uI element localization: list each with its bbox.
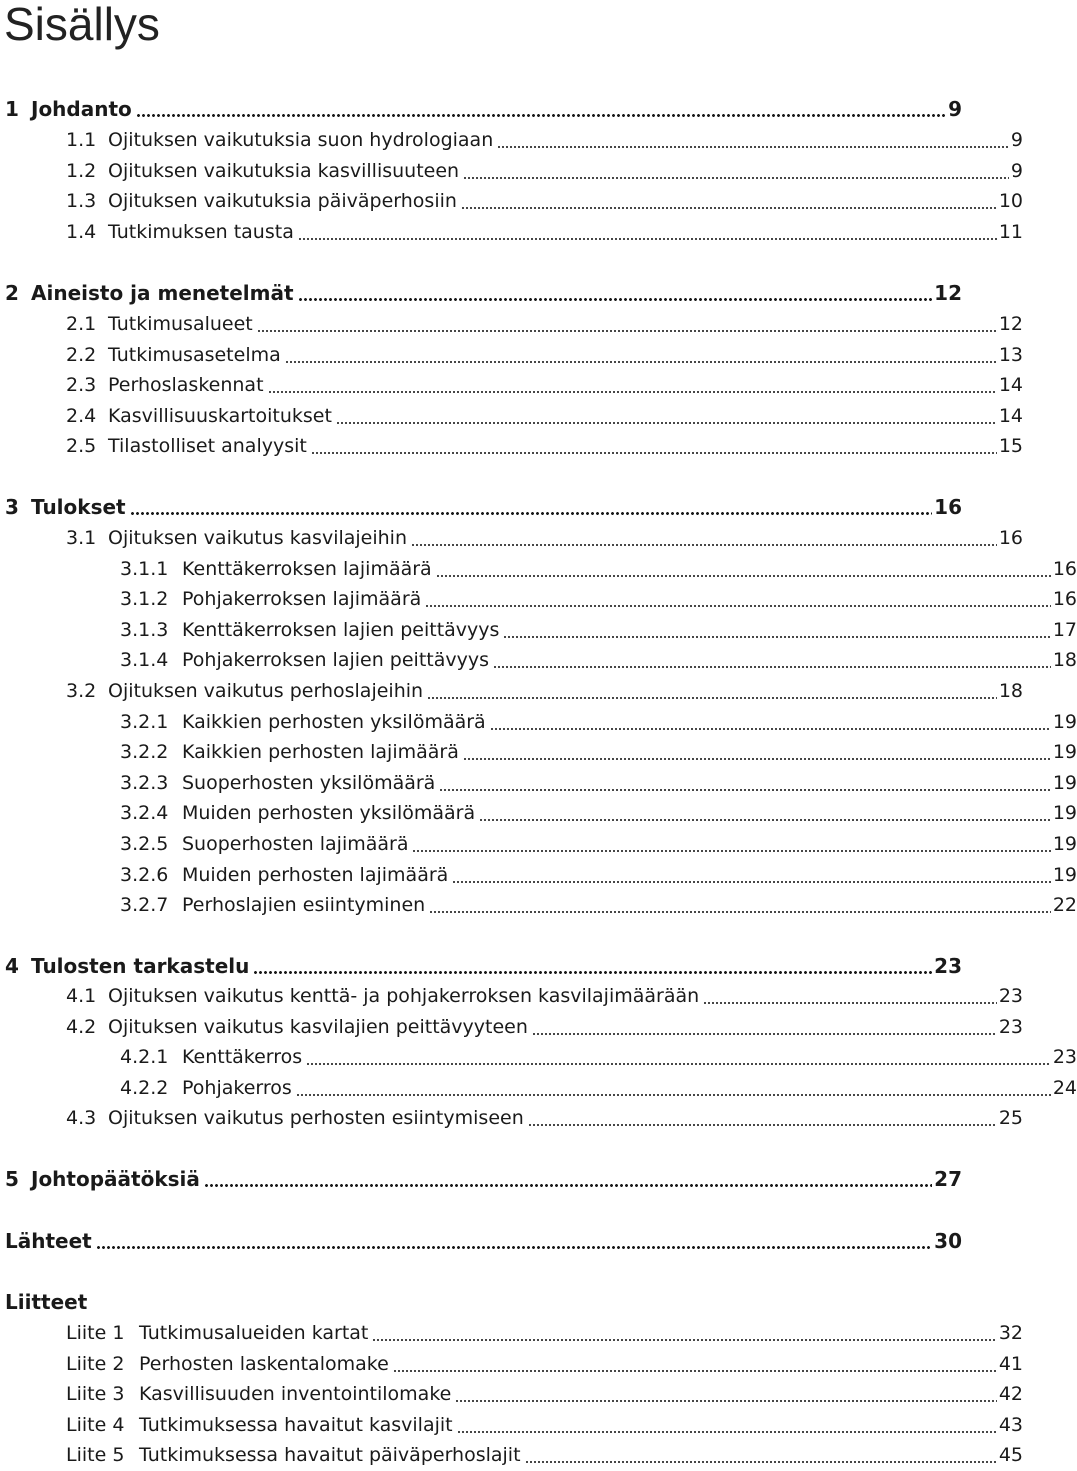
dot-leader [253,953,932,979]
dot-leader [268,372,997,398]
toc-entry-title: Tilastolliset analyysit [108,435,307,458]
toc-entry-page: 19 [1052,833,1077,855]
toc-entry-page: 9 [1010,159,1023,182]
toc-entry-page: 17 [1052,618,1077,641]
dot-leader [285,342,997,368]
dot-leader [532,1014,997,1040]
toc-section[interactable] [0,525,1023,551]
toc-entry-title: Kenttäkerroksen lajien peittävyys [182,618,500,641]
toc-subsection[interactable] [0,739,1077,765]
toc-entry-title: Tulosten tarkastelu [31,954,250,978]
dot-leader [525,1442,997,1468]
toc-entry-title: Ojituksen vaikutus kasvilajien peittävyyteen [108,1015,528,1038]
toc-entry-page: 43 [998,1413,1023,1436]
toc-entry-number: 3.2.5 [120,833,169,855]
toc-entry-number: 3.2.7 [120,894,169,917]
toc-entry-title: Tutkimusalueiden kartat [139,1322,369,1344]
dot-leader [493,647,1051,673]
toc-entry-title: Ojituksen vaikutuksia suon hydrologiaan [108,129,494,151]
toc-entry-page: 23 [998,1015,1023,1038]
toc-section[interactable] [0,433,1023,459]
toc-entry-title: Ojituksen vaikutuksia päiväperhosiin [108,190,457,213]
toc-section[interactable] [0,158,1023,184]
toc-entry-title: Suoperhosten yksilömäärä [182,771,436,794]
toc-subsection[interactable] [0,647,1077,673]
toc-entry-number: 3.1 [66,527,97,549]
toc-entry-title: Ojituksen vaikutus perhosten esiintymiseen [108,1107,524,1130]
toc-entry-number: 2.1 [66,313,97,335]
page-title: Sisällys [4,0,160,50]
toc-entry-number: 3 [5,495,19,519]
toc-entry-number: 4.2.2 [120,1076,169,1099]
toc-entry-number: 3.2.2 [120,741,169,764]
toc-chapter[interactable] [0,494,962,520]
dot-leader [503,617,1050,643]
toc-entry-title: Tutkimusasetelma [108,343,281,366]
dot-leader [703,983,997,1009]
toc-entry-title: Pohjakerroksen lajien peittävyys [182,649,490,672]
toc-entry-number: 2.3 [66,374,97,397]
toc-entry-page: 25 [998,1107,1023,1130]
toc-subsection[interactable] [0,800,1077,826]
toc-entry-number: 5 [5,1167,19,1191]
toc-appendix[interactable] [0,1412,1023,1438]
toc-entry-page: 11 [998,220,1023,243]
toc-entry-number: 3.1.1 [120,557,169,580]
dot-leader [429,892,1051,918]
toc-entry-page: 14 [998,404,1023,427]
toc-entry-title: Johdanto [31,97,132,121]
toc-entry-page: 12 [998,313,1023,335]
toc-entry-title: Pohjakerroksen lajimäärä [182,588,422,611]
dot-leader [436,556,1051,582]
toc-section[interactable] [0,188,1023,214]
toc-entry-number: 1.2 [66,159,97,182]
toc-entry-page: 19 [1052,863,1077,886]
toc-entry-number: 1.4 [66,220,97,243]
toc-entry-title: Ojituksen vaikutus perhoslajeihin [108,680,424,702]
toc-entry-page: 22 [1052,894,1077,917]
toc-entry-number: Liite 3 [66,1383,125,1405]
toc-subsection[interactable] [0,770,1077,796]
toc-section[interactable] [0,983,1023,1009]
dot-leader [427,678,997,704]
toc-subsection[interactable] [0,709,1077,735]
toc-entry-page: 13 [998,343,1023,366]
toc-entry-page: 16 [998,527,1023,549]
toc-chapter[interactable] [0,1166,962,1192]
toc-subsection[interactable] [0,1044,1077,1070]
toc-entry-page: 23 [998,985,1023,1007]
toc-entry-title: Kaikkien perhosten yksilömäärä [182,710,486,733]
dot-leader [336,403,997,429]
toc-section[interactable] [0,342,1023,368]
toc-entry-page: 18 [1052,649,1077,672]
toc-entry-title: Kasvillisuuden inventointilomake [139,1383,452,1405]
toc-entry-title: Tutkimuksen tausta [108,220,294,243]
toc-entry-title: Kaikkien perhosten lajimäärä [182,741,459,764]
toc-entry-number: 4.2 [66,1015,97,1038]
toc-entry-number: 4.3 [66,1107,97,1130]
dot-leader [497,127,1009,153]
toc-entry-page: 45 [998,1444,1023,1466]
dot-leader [393,1351,997,1377]
toc-entry-title: Aineisto ja menetelmät [31,281,294,305]
toc-entry-title: Tulokset [31,495,126,519]
toc-subsection[interactable] [0,617,1077,643]
toc-appendix[interactable] [0,1351,1023,1377]
toc-entry-number: Liite 1 [66,1322,125,1344]
toc-entry-page: 42 [998,1383,1023,1405]
toc-entry-number: 3.2 [66,680,97,702]
toc-section[interactable] [0,219,1023,245]
toc-chapter[interactable] [0,280,962,306]
toc-entry-page: 27 [934,1167,962,1191]
dot-leader [455,1381,996,1407]
toc-entry-number: 3.1.3 [120,618,169,641]
toc-entry-title: Tutkimusalueet [108,313,253,335]
toc-entry-title: Suoperhosten lajimäärä [182,833,409,855]
toc-entry-number: 3.2.3 [120,771,169,794]
dot-leader [96,1228,932,1254]
toc-chapter[interactable] [0,953,962,979]
toc-entry-title: Tutkimuksessa havaitut kasvilajit [139,1413,453,1436]
dot-leader [130,494,933,520]
toc-entry-page: 30 [934,1229,962,1253]
toc-entry-title: Perhoslajien esiintyminen [182,894,426,917]
dot-leader [425,586,1051,612]
toc-references[interactable] [0,1228,962,1254]
toc-entry-page: 19 [1052,771,1077,794]
toc-entry-title: Johtopäätöksiä [31,1167,200,1191]
toc-section[interactable] [0,1105,1023,1131]
dot-leader [439,770,1050,796]
toc-entry-number: 2.2 [66,343,97,366]
toc-entry-title: Kasvillisuuskartoitukset [108,404,332,427]
toc-entry-page: 16 [934,495,962,519]
toc-entry-number: 4.1 [66,985,97,1007]
toc-subsection[interactable] [0,1075,1077,1101]
toc-section[interactable] [0,403,1023,429]
toc-subsection[interactable] [0,831,1077,857]
toc-entry-title: Lähteet [5,1229,92,1253]
dot-leader [452,862,1051,888]
toc-entry-number: 3.2.1 [120,710,169,733]
dot-leader [298,219,997,245]
dot-leader [457,1412,997,1438]
toc-entry-page: 23 [1052,1046,1077,1069]
toc-entry-number: 1.1 [66,129,97,151]
toc-entry-page: 23 [934,954,962,978]
toc-section[interactable] [0,678,1023,704]
toc-entry-number: 2 [5,281,19,305]
toc-entry-page: 10 [998,190,1023,213]
dot-leader [528,1105,997,1131]
toc-entry-page: 15 [998,435,1023,458]
toc-entry-page: 14 [998,374,1023,397]
toc-entry-page: 19 [1052,710,1077,733]
toc-entry-page: 9 [1010,129,1023,151]
dot-leader [204,1166,932,1192]
toc-entry-number: 4 [5,954,19,978]
toc-entry-number: 3.1.2 [120,588,169,611]
dot-leader [461,188,997,214]
dot-leader [306,1044,1051,1070]
toc-entry-page: 16 [1052,588,1077,611]
toc-entry-page: 19 [1052,741,1077,764]
toc-section[interactable] [0,372,1023,398]
toc-entry-page: 32 [998,1322,1023,1344]
toc-entry-title: Muiden perhosten yksilömäärä [182,802,476,825]
toc-entry-number: 4.2.1 [120,1046,169,1069]
dot-leader [296,1075,1051,1101]
toc-entry-title: Tutkimuksessa havaitut päiväperhoslajit [139,1444,521,1466]
toc-entry-number: Liite 4 [66,1413,125,1436]
toc-entry-page: 9 [948,97,962,121]
toc-entry-title: Perhosten laskentalomake [139,1352,389,1375]
dot-leader [311,433,997,459]
toc-entry-title: Kenttäkerros [182,1046,303,1069]
dot-leader [479,800,1051,826]
toc-entry-title: Kenttäkerroksen lajimäärä [182,557,432,580]
dot-leader [412,831,1050,857]
toc-entry-number: 1.3 [66,190,97,213]
toc-entry-title: Pohjakerros [182,1076,292,1099]
toc-section[interactable] [0,311,1023,337]
dot-leader [463,158,1009,184]
toc-entry-number: 2.4 [66,404,97,427]
dot-leader [372,1320,996,1346]
toc-entry-page: 18 [998,680,1023,702]
toc-section[interactable] [0,1014,1023,1040]
toc-subsection[interactable] [0,586,1077,612]
toc-entry-number: 2.5 [66,435,97,458]
toc-entry-number: 1 [5,97,19,121]
toc-entry-number: 3.1.4 [120,649,169,672]
toc-appendix[interactable] [0,1320,1023,1346]
dot-leader [411,525,997,551]
toc-appendix[interactable] [0,1442,1023,1468]
toc-entry-title: Ojituksen vaikutus kasvilajeihin [108,527,407,549]
toc-entry-title: Ojituksen vaikutus kenttä- ja pohjakerroksen kasvilajimäärään [108,985,700,1007]
dot-leader [463,739,1051,765]
toc-entry-page: 19 [1052,802,1077,825]
toc-subsection[interactable] [0,862,1077,888]
toc-entry-page: 12 [934,281,962,305]
toc-entry-title: Muiden perhosten lajimäärä [182,863,449,886]
toc-entry-page: 16 [1052,557,1077,580]
toc-entry-page: 41 [998,1352,1023,1375]
toc-entry-number: Liite 2 [66,1352,125,1375]
toc-subsection[interactable] [0,556,1077,582]
dot-leader [298,280,933,306]
toc-subsection[interactable] [0,892,1077,918]
toc-entry-number: 3.2.4 [120,802,169,825]
toc-entry-number: 3.2.6 [120,863,169,886]
toc-entry-number: Liite 5 [66,1444,125,1466]
toc-entry-title: Perhoslaskennat [108,374,264,397]
toc-entry-title: Ojituksen vaikutuksia kasvillisuuteen [108,159,460,182]
toc-entry-page: 24 [1052,1076,1077,1099]
dot-leader [257,311,997,337]
toc-section[interactable] [0,127,1023,153]
toc-chapter[interactable] [0,96,962,122]
dot-leader [490,709,1051,735]
toc-appendix[interactable] [0,1381,1023,1407]
appendices-heading: Liitteet [5,1290,88,1314]
dot-leader [136,96,946,122]
